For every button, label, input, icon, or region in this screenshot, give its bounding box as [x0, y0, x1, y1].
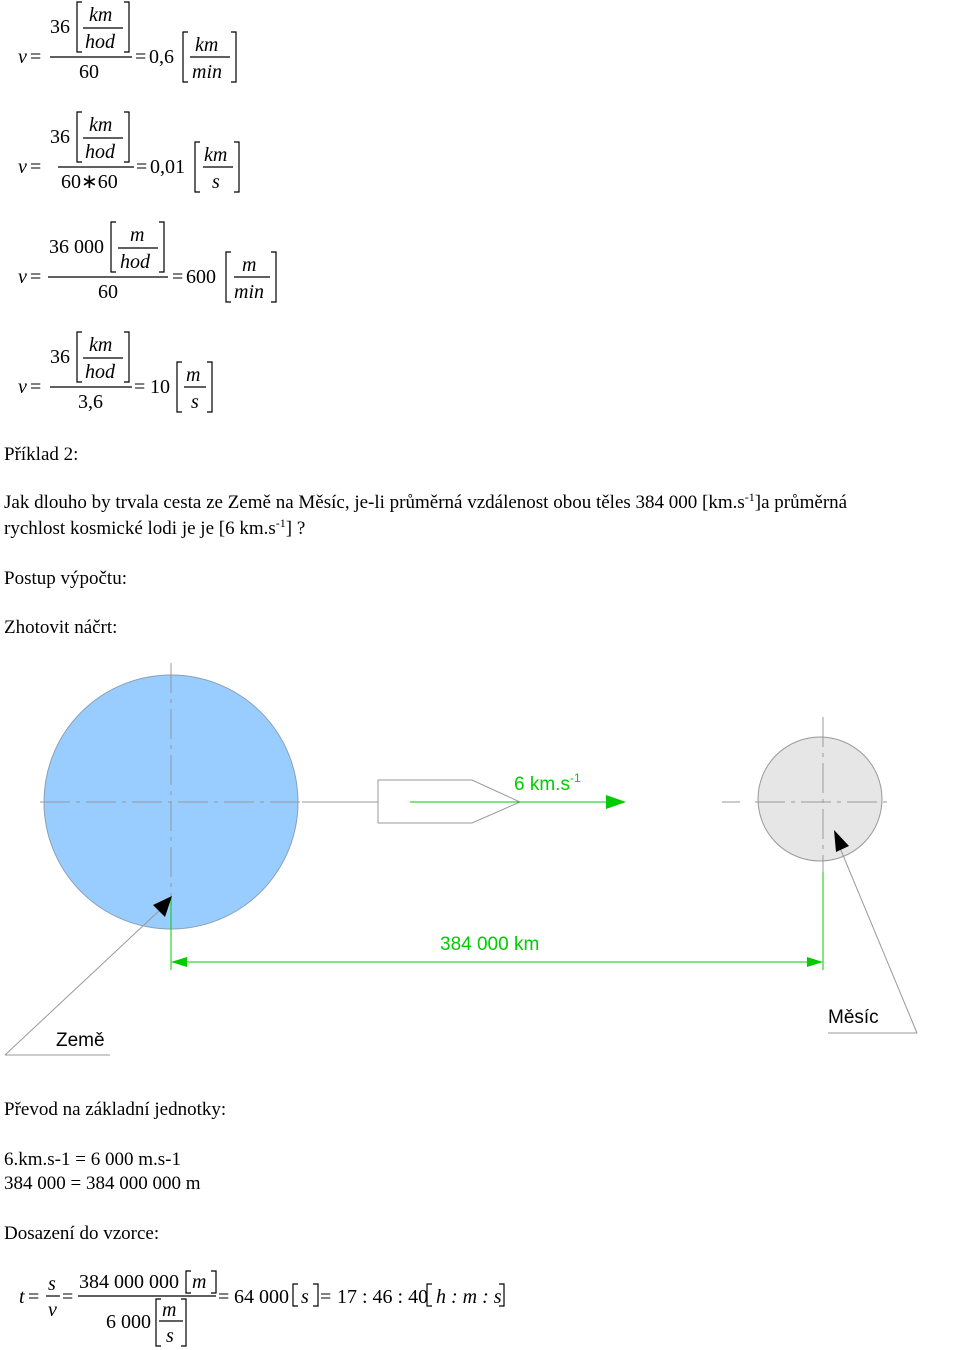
- problem-line-1: [4, 491, 847, 515]
- final-den-value: 6 000: [106, 1311, 151, 1333]
- formula-4-eq: =: [30, 376, 42, 398]
- formula-2-den: 60∗60: [61, 171, 118, 193]
- formula-1-res-unit-top: km: [195, 34, 219, 56]
- distance-arrowhead-right: [807, 957, 823, 967]
- formula-4-num-value: 36: [50, 346, 70, 368]
- formula-3-res-unit-bottom: min: [234, 281, 264, 303]
- formula-1-lines: [0, 0, 300, 90]
- formula-1-result-eq: =: [135, 46, 147, 68]
- formula-1-num-unit-top: km: [89, 4, 113, 26]
- formula-2-res-unit-top: km: [204, 144, 228, 166]
- formula-2-lines: [0, 110, 300, 200]
- final-frac-bottom: v: [48, 1299, 57, 1321]
- problem-line-2: [4, 517, 305, 541]
- moon-label: Měsíc: [828, 1007, 879, 1028]
- formula-2-num-value: 36: [50, 126, 70, 148]
- conversion-line-2: 384 000 = 384 000 000 m: [4, 1173, 201, 1194]
- sketch-heading: Zhotovit náčrt:: [4, 617, 118, 638]
- formula-2-num-unit-top: km: [89, 114, 113, 136]
- problem-line-2-sup: -1: [275, 516, 286, 530]
- formula-1-num-unit-bottom: hod: [85, 31, 115, 53]
- formula-4: [0, 330, 300, 420]
- final-num-unit: m: [192, 1271, 207, 1293]
- moon-circle: [758, 737, 882, 861]
- final-num-value: 384 000 000: [79, 1271, 179, 1293]
- formula-2-result-value: 0,01: [150, 156, 185, 178]
- formula-1-den: 60: [79, 61, 99, 83]
- final-den-unit-bottom: s: [166, 1325, 174, 1347]
- formula-4-result-eq: =: [134, 376, 146, 398]
- problem-line-2-tail: ] ?: [285, 518, 306, 539]
- formula-2-lhs: v: [18, 156, 27, 178]
- example-heading: Příklad 2:: [4, 444, 79, 465]
- formula-3-num-value: 36 000: [49, 236, 104, 258]
- formula-4-den: 3,6: [78, 391, 103, 413]
- final-lhs: t: [19, 1286, 25, 1308]
- formula-4-res-unit-bottom: s: [191, 391, 199, 413]
- formula-3-result-eq: =: [172, 266, 184, 288]
- formula-1-num-value: 36: [50, 16, 70, 38]
- earth-label: Země: [56, 1030, 105, 1051]
- formula-4-res-unit-top: m: [186, 364, 201, 386]
- formula-3-num-unit-bottom: hod: [120, 251, 150, 273]
- formula-1-lhs: v: [18, 46, 27, 68]
- distance-arrowhead-left: [171, 957, 187, 967]
- velocity-label: 6 $km.s^{-1}$: [514, 771, 581, 795]
- formula-3-result-value: 600: [186, 266, 216, 288]
- formula-4-result-value: 10: [150, 376, 170, 398]
- formula-3-den: 60: [98, 281, 118, 303]
- formula-4-lhs: v: [18, 376, 27, 398]
- formula-2-res-unit-bottom: s: [212, 171, 220, 193]
- formula-2-result-eq: =: [136, 156, 148, 178]
- final-formula: [0, 1262, 520, 1350]
- formula-3-lhs: v: [18, 266, 27, 288]
- formula-4-num-unit-bottom: hod: [85, 361, 115, 383]
- formula-1-eq: =: [30, 46, 42, 68]
- final-den-unit-top: m: [162, 1299, 177, 1321]
- formula-3: [0, 220, 300, 310]
- final-frac-top: s: [48, 1273, 56, 1295]
- formula-2-eq: =: [30, 156, 42, 178]
- distance-label: 384 000 km: [440, 934, 540, 955]
- final-eq-3: =: [218, 1286, 230, 1308]
- formula-3-num-unit-top: m: [130, 224, 145, 246]
- problem-line-1-tail: ]a průměrná: [754, 492, 848, 513]
- final-eq-2: =: [62, 1286, 74, 1308]
- formula-3-res-unit-top: m: [242, 254, 257, 276]
- final-time-unit: h : m : s: [436, 1286, 502, 1308]
- formula-1-result-value: 0,6: [149, 46, 174, 68]
- final-time: 17 : 46 : 40: [337, 1286, 429, 1308]
- formula-4-num-unit-top: km: [89, 334, 113, 356]
- final-value: 64 000: [234, 1286, 289, 1308]
- formula-1: [0, 0, 300, 90]
- problem-line-1-text: Jak dlouho by trvala cesta ze Země na Měsíc, je-li průměrná vzdálenost obou těles 384 000 [km.s: [4, 492, 745, 513]
- procedure-heading: Postup výpočtu:: [4, 568, 127, 589]
- moon-leader-line: [840, 848, 917, 1033]
- formula-3-eq: =: [30, 266, 42, 288]
- problem-line-2-text: rychlost kosmické lodi je je [6 km.s: [4, 518, 276, 539]
- formula-4-lines: [0, 330, 300, 420]
- conversion-heading: Převod na základní jednotky:: [4, 1099, 227, 1120]
- problem-line-1-sup: -1: [744, 490, 755, 504]
- earth-moon-diagram: [0, 650, 960, 1070]
- final-eq-1: =: [28, 1286, 40, 1308]
- substitution-heading: Dosazení do vzorce:: [4, 1223, 160, 1244]
- conversion-line-1: 6.km.s-1 = 6 000 m.s-1: [4, 1149, 181, 1170]
- formula-2: [0, 110, 300, 200]
- final-eq-4: =: [320, 1286, 332, 1308]
- velocity-arrowhead: [606, 795, 626, 809]
- final-value-unit: s: [301, 1286, 309, 1308]
- formula-2-num-unit-bottom: hod: [85, 141, 115, 163]
- formula-1-res-unit-bottom: min: [192, 61, 222, 83]
